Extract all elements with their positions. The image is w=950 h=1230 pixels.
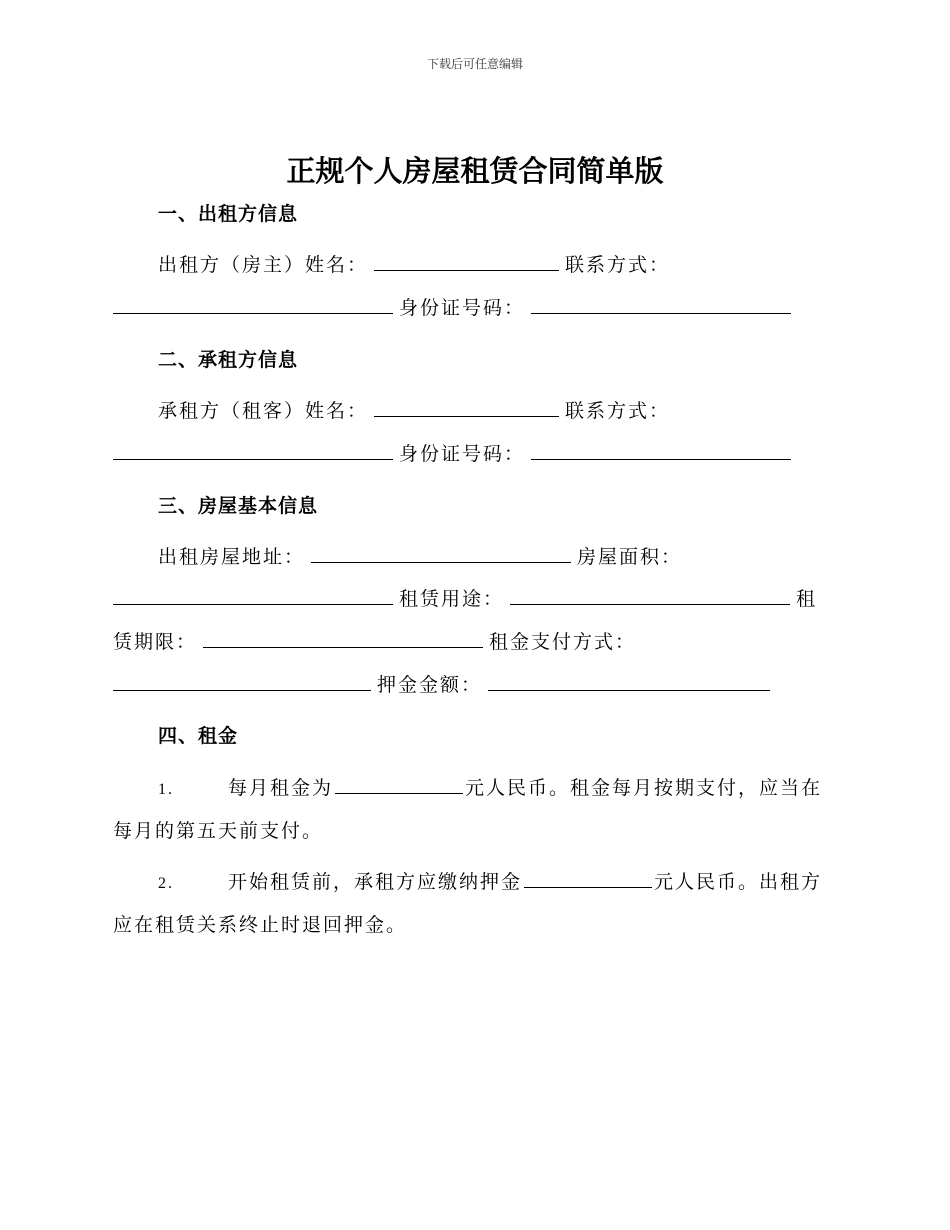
rent-item-1-text-b: 元人民币。租金每月按期支付，应当在 bbox=[465, 777, 823, 799]
monthly-rent-field[interactable] bbox=[335, 775, 463, 794]
deposit-amount-label: 押金金额： bbox=[377, 674, 483, 696]
tenant-name-field[interactable] bbox=[374, 398, 559, 417]
address-label: 出租房屋地址： bbox=[158, 546, 306, 568]
area-label: 房屋面积： bbox=[577, 546, 683, 568]
address-row bbox=[158, 542, 682, 569]
landlord-id-label: 身份证号码： bbox=[399, 297, 526, 319]
landlord-name-label: 出租方（房主）姓名： bbox=[158, 254, 369, 276]
section-heading-rent: 四、租金 bbox=[158, 725, 239, 747]
rent-item-1-number: 1. bbox=[158, 781, 174, 798]
term-row bbox=[113, 627, 636, 654]
rent-item-1 bbox=[158, 773, 822, 800]
rent-item-2-text-b: 元人民币。出租方 bbox=[654, 871, 823, 893]
tenant-id-label: 身份证号码： bbox=[399, 443, 526, 465]
deposit-amount-field[interactable] bbox=[488, 672, 770, 691]
landlord-id-field[interactable] bbox=[531, 295, 791, 314]
tenant-name-label: 承租方（租客）姓名： bbox=[158, 400, 369, 422]
section-heading-property: 三、房屋基本信息 bbox=[158, 495, 319, 517]
header-note: 下载后可任意编辑 bbox=[426, 57, 523, 71]
deposit-row bbox=[113, 670, 776, 697]
landlord-contact-label: 联系方式： bbox=[565, 254, 671, 276]
tenant-name-row bbox=[158, 396, 670, 423]
rent-item-1-cont bbox=[113, 816, 323, 843]
landlord-id-row bbox=[113, 293, 797, 320]
term-label-part1: 租 bbox=[796, 588, 818, 610]
landlord-name-field[interactable] bbox=[374, 252, 559, 271]
landlord-contact-field[interactable] bbox=[113, 295, 393, 314]
tenant-contact-field[interactable] bbox=[113, 441, 393, 460]
tenant-id-field[interactable] bbox=[531, 441, 791, 460]
term-field[interactable] bbox=[203, 629, 483, 648]
area-field[interactable] bbox=[113, 586, 393, 605]
rent-item-1-text-c: 每月的第五天前支付。 bbox=[113, 820, 324, 842]
rent-item-2-text-a: 开始租赁前，承租方应缴纳押金 bbox=[228, 871, 523, 893]
term-label-part2: 赁期限： bbox=[113, 631, 198, 653]
address-field[interactable] bbox=[311, 544, 571, 563]
usage-field[interactable] bbox=[510, 586, 790, 605]
rent-item-2 bbox=[158, 867, 822, 894]
usage-row bbox=[113, 584, 817, 611]
deposit-field[interactable] bbox=[524, 869, 652, 888]
tenant-contact-label: 联系方式： bbox=[565, 400, 671, 422]
rent-item-2-text-c: 应在租赁关系终止时退回押金。 bbox=[113, 914, 408, 936]
landlord-name-row bbox=[158, 250, 670, 277]
rent-item-1-text-a: 每月租金为 bbox=[228, 777, 334, 799]
rent-item-2-cont bbox=[113, 910, 407, 937]
rent-item-2-number: 2. bbox=[158, 875, 174, 892]
payment-method-field[interactable] bbox=[113, 672, 371, 691]
section-heading-tenant: 二、承租方信息 bbox=[158, 349, 299, 371]
payment-method-label: 租金支付方式： bbox=[489, 631, 637, 653]
document-title: 正规个人房屋租赁合同简单版 bbox=[286, 154, 664, 188]
section-heading-landlord: 一、出租方信息 bbox=[158, 203, 299, 225]
usage-label: 租赁用途： bbox=[399, 588, 505, 610]
tenant-id-row bbox=[113, 439, 797, 466]
